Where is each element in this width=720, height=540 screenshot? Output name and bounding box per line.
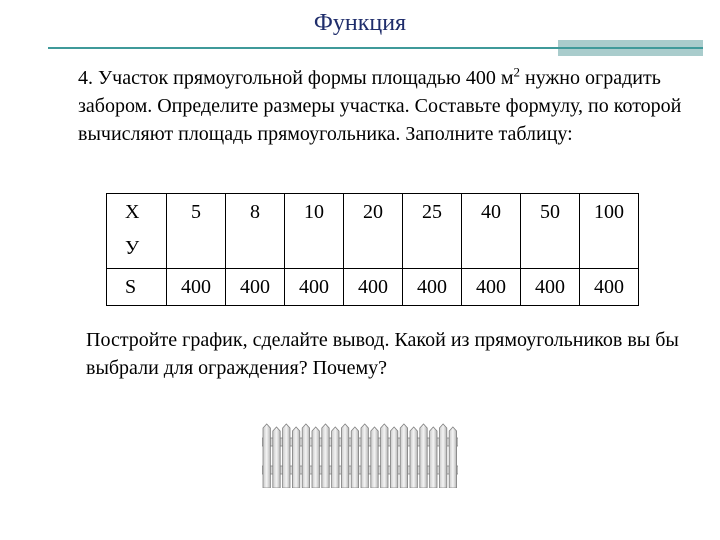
title-underline-accent <box>558 40 703 56</box>
x-value-cell: 100 <box>580 194 639 269</box>
fence-picket <box>390 427 397 488</box>
y-label: У <box>125 237 140 259</box>
s-value-cell: 400 <box>521 269 580 306</box>
s-value-cell: 400 <box>226 269 285 306</box>
picket-fence-icon <box>262 420 458 488</box>
x-value-cell: 10 <box>285 194 344 269</box>
fence-picket <box>381 424 388 488</box>
s-label: S <box>107 269 167 306</box>
fence-picket <box>292 427 299 488</box>
x-value-cell: 40 <box>462 194 521 269</box>
fence-picket <box>351 427 358 488</box>
fence-picket <box>420 424 427 488</box>
fence-picket <box>400 424 407 488</box>
x-value-cell: 25 <box>403 194 462 269</box>
fence-picket <box>273 427 280 488</box>
fence-picket <box>439 424 446 488</box>
s-value-cell: 400 <box>403 269 462 306</box>
x-label: Х <box>125 201 140 223</box>
s-value-cell: 400 <box>344 269 403 306</box>
slide-title: Функция <box>313 10 407 36</box>
xy-label-cell <box>107 194 167 269</box>
fence-picket <box>283 424 290 488</box>
x-value-cell: 5 <box>167 194 226 269</box>
fence-picket <box>361 424 368 488</box>
fence-picket <box>371 427 378 488</box>
title-underline <box>48 47 558 49</box>
fence-picket <box>341 424 348 488</box>
x-value-cell: 8 <box>226 194 285 269</box>
fence-picket <box>410 427 417 488</box>
s-value-cell: 400 <box>285 269 344 306</box>
fence-picket <box>449 427 456 488</box>
task-question: Постройте график, сделайте вывод. Какой из прямоугольников вы бы выбрали для ограждения? Почему? <box>86 329 679 379</box>
values-table <box>106 193 639 306</box>
fence-picket <box>332 427 339 488</box>
fence-picket <box>302 424 309 488</box>
s-value-cell: 400 <box>462 269 521 306</box>
area-unit-exponent: 2 <box>513 64 521 80</box>
table-row-xy <box>107 194 639 269</box>
s-value-cell: 400 <box>167 269 226 306</box>
fence-picket <box>322 424 329 488</box>
problem-text <box>78 64 698 148</box>
x-value-cell: 20 <box>344 194 403 269</box>
s-value-cell: 400 <box>580 269 639 306</box>
fence-picket <box>312 427 319 488</box>
fence-picket <box>263 424 270 488</box>
x-value-cell: 50 <box>521 194 580 269</box>
fence-picket <box>430 427 437 488</box>
problem-text-end: нужно оградить забором. Определите размеры участка. Составьте формулу, по которой вычисляют площадь прямоугольника. Заполните таблицу: <box>78 67 682 145</box>
problem-text-start: 4. Участок прямоугольной формы площадью 400 м <box>78 67 514 89</box>
table-row-s <box>107 269 639 306</box>
